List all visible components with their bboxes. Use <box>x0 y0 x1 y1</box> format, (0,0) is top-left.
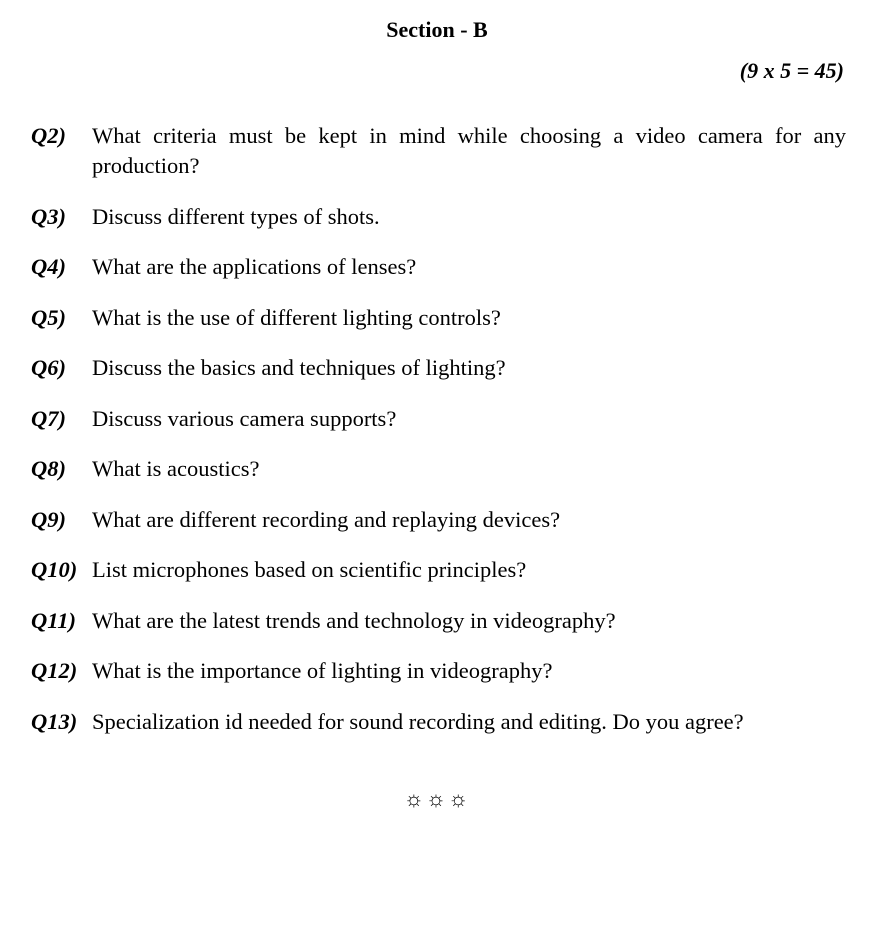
question-item <box>31 404 846 434</box>
question-item <box>31 606 846 636</box>
question-number: Q4) <box>31 254 66 279</box>
question-text: List microphones based on scientific principles? <box>92 557 527 582</box>
question-number: Q11) <box>31 607 76 633</box>
question-text: Specialization id needed for sound recording and editing. Do you agree? <box>92 708 744 734</box>
question-number: Q7) <box>31 405 66 431</box>
question-text: What are different recording and replaying devices? <box>92 506 561 532</box>
question-item <box>31 252 846 282</box>
question-number: Q5) <box>31 304 66 330</box>
question-number: Q10) <box>31 557 78 582</box>
question-text: What are the latest trends and technology in videography? <box>92 607 616 633</box>
question-item <box>31 454 846 484</box>
question-list <box>31 121 846 757</box>
question-text: Discuss different types of shots. <box>92 203 380 229</box>
question-text: What is the use of different lighting controls? <box>92 304 501 330</box>
question-number: Q2) <box>31 123 66 148</box>
question-text: What are the applications of lenses? <box>92 254 417 279</box>
question-text: What is acoustics? <box>92 456 260 481</box>
question-number: Q3) <box>31 203 66 229</box>
question-item <box>31 707 846 737</box>
question-item <box>31 303 846 333</box>
question-text: Discuss the basics and techniques of lighting? <box>92 355 506 380</box>
section-title: Section - B <box>386 17 488 42</box>
question-item <box>31 656 846 686</box>
question-number: Q6) <box>31 355 66 380</box>
question-item <box>31 121 846 181</box>
question-number: Q13) <box>31 708 78 734</box>
question-item <box>31 202 846 232</box>
question-item <box>31 555 846 585</box>
marks-allocation: (9 x 5 = 45) <box>739 58 844 83</box>
end-of-paper-marks: ☼☼☼ <box>403 786 471 811</box>
question-item <box>31 505 846 535</box>
question-number: Q12) <box>31 658 78 683</box>
question-text: What is the importance of lighting in videography? <box>92 658 553 683</box>
question-text: Discuss various camera supports? <box>92 405 397 431</box>
question-item <box>31 353 846 383</box>
question-number: Q9) <box>31 506 66 532</box>
question-text: What criteria must be kept in mind while choosing a video camera for any production? <box>92 123 846 178</box>
question-number: Q8) <box>31 456 66 481</box>
